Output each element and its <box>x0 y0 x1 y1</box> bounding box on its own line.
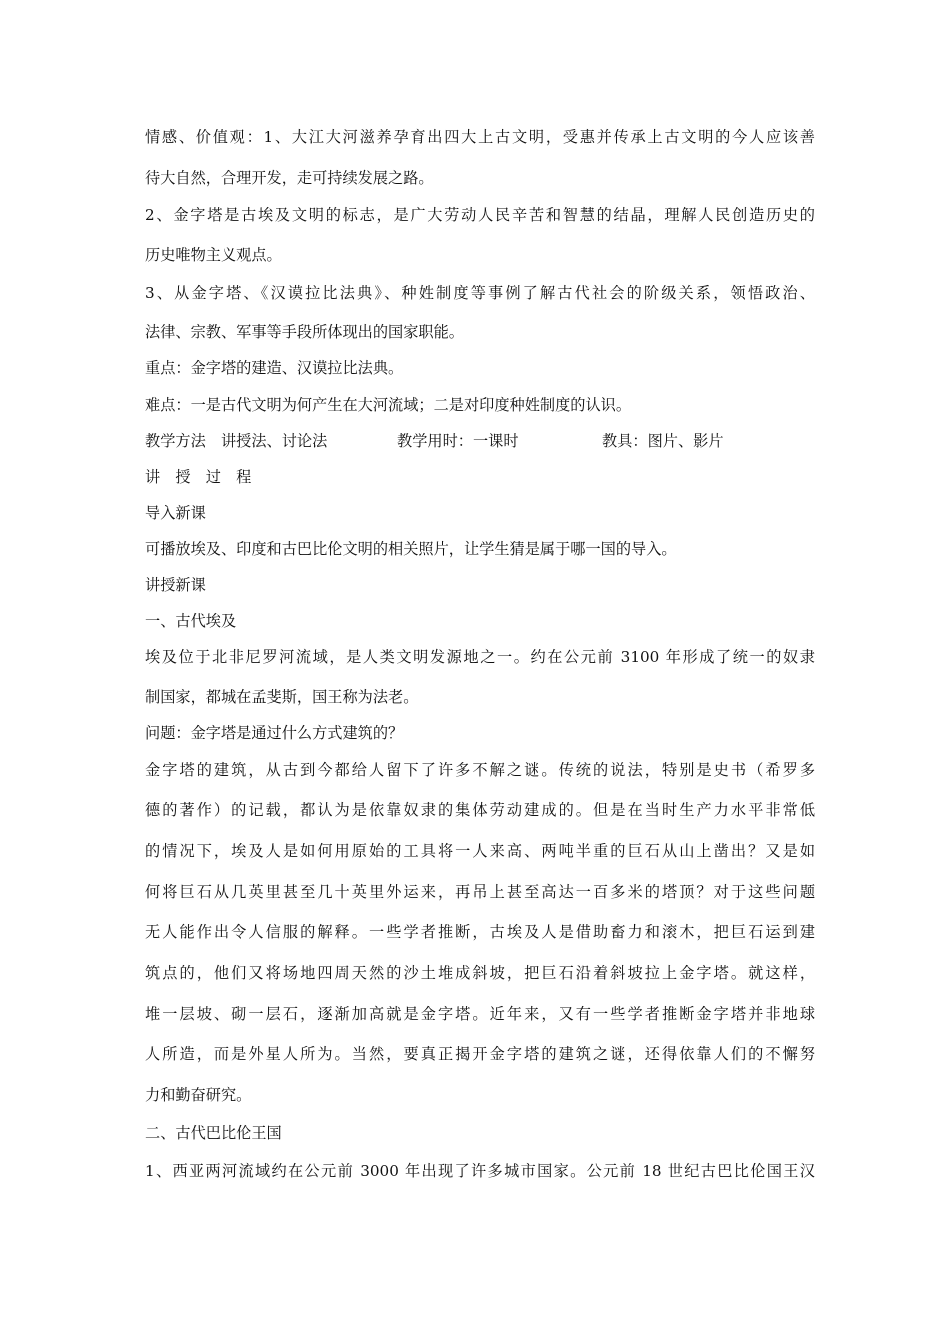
paragraph-line: 可播放埃及、印度和古巴比伦文明的相关照片，让学生猜是属于哪一国的导入。 <box>145 540 677 558</box>
paragraph-line: 历史唯物主义观点。 <box>145 246 282 264</box>
section-heading: 导入新课 <box>145 504 206 522</box>
teaching-method: 教学方法 讲授法、讨论法 <box>145 432 328 450</box>
paragraph-line: 待大自然，合理开发，走可持续发展之路。 <box>145 169 434 187</box>
section-heading: 二、古代巴比伦王国 <box>145 1124 282 1142</box>
paragraph-line: 何将巨石从几英里甚至几十英里外运来，再吊上甚至高达一百多米的塔顶？对于这些问题 <box>145 883 815 901</box>
paragraph-line: 力和勤奋研究。 <box>145 1086 252 1104</box>
paragraph-line: 制国家，都城在孟斐斯，国王称为法老。 <box>145 688 419 706</box>
paragraph-line: 情感、价值观：1、大江大河滋养孕育出四大上古文明，受惠并传承上古文明的今人应该善 <box>145 128 815 146</box>
paragraph-line: 筑点的，他们又将场地四周天然的沙土堆成斜坡，把巨石沿着斜坡拉上金字塔。就这样， <box>145 964 815 982</box>
teaching-info-row <box>145 431 815 451</box>
paragraph-line: 无人能作出令人信服的解释。一些学者推断，古埃及人是借助畜力和滚木，把巨石运到建 <box>145 923 815 941</box>
teaching-hours: 教学用时：一课时 <box>397 432 519 450</box>
teaching-tools: 教具：图片、影片 <box>602 432 724 450</box>
paragraph-line: 金字塔的建筑，从古到今都给人留下了许多不解之谜。传统的说法，特别是史书（希罗多 <box>145 761 815 779</box>
paragraph-line: 2、金字塔是古埃及文明的标志，是广大劳动人民辛苦和智慧的结晶，理解人民创造历史的 <box>145 206 815 224</box>
key-points: 重点：金字塔的建造、汉谟拉比法典。 <box>145 359 404 377</box>
paragraph-line: 3、从金字塔、《汉谟拉比法典》、种姓制度等事例了解古代社会的阶级关系，领悟政治、 <box>145 284 815 302</box>
paragraph-line: 德的著作）的记载，都认为是依靠奴隶的集体劳动建成的。但是在当时生产力水平非常低 <box>145 801 815 819</box>
paragraph-line: 堆一层坡、砌一层石，逐渐加高就是金字塔。近年来，又有一些学者推断金字塔并非地球 <box>145 1005 815 1023</box>
section-heading: 讲 授 过 程 <box>145 468 252 486</box>
paragraph-line: 的情况下，埃及人是如何用原始的工具将一人来高、两吨半重的巨石从山上凿出？又是如 <box>145 842 815 860</box>
question-line: 问题：金字塔是通过什么方式建筑的？ <box>145 724 404 742</box>
difficult-points: 难点：一是古代文明为何产生在大河流域；二是对印度种姓制度的认识。 <box>145 396 631 414</box>
paragraph-line: 人所造，而是外星人所为。当然，要真正揭开金字塔的建筑之谜，还得依靠人们的不懈努 <box>145 1045 815 1063</box>
section-heading: 讲授新课 <box>145 576 206 594</box>
paragraph-line: 1、西亚两河流域约在公元前 3000 年出现了许多城市国家。公元前 18 世纪古巴比伦国王汉 <box>145 1162 815 1180</box>
paragraph-line: 法律、宗教、军事等手段所体现出的国家职能。 <box>145 323 464 341</box>
section-heading: 一、古代埃及 <box>145 612 237 630</box>
paragraph-line: 埃及位于北非尼罗河流域，是人类文明发源地之一。约在公元前 3100 年形成了统一的奴隶 <box>145 648 815 666</box>
